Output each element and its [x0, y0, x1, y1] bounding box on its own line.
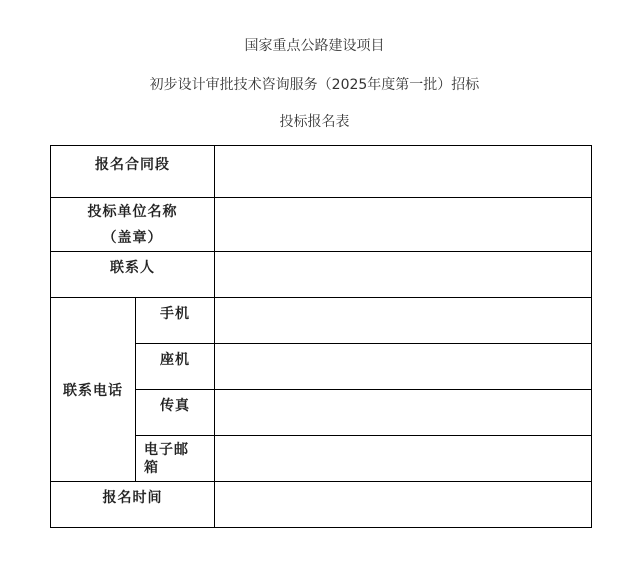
contract-section-label: 报名合同段 [51, 146, 215, 198]
fax-field[interactable] [215, 390, 592, 436]
table-row [51, 298, 592, 344]
contact-phone-label: 联系电话 [51, 298, 136, 482]
bidder-name-field[interactable] [215, 198, 592, 252]
email-field[interactable] [215, 436, 592, 482]
email-label: 电子邮 箱 [136, 436, 215, 482]
tender-title: 初步设计审批技术咨询服务（2025年度第一批）招标 [149, 77, 480, 93]
contact-person-field[interactable] [215, 252, 592, 298]
registration-form-table [50, 145, 592, 528]
mobile-label: 手机 [136, 298, 215, 344]
landline-field[interactable] [215, 344, 592, 390]
table-row [51, 482, 592, 528]
form-title: 投标报名表 [279, 114, 350, 130]
fax-label: 传真 [136, 390, 215, 436]
table-row [51, 146, 592, 198]
table-row [51, 198, 592, 252]
mobile-field[interactable] [215, 298, 592, 344]
contact-person-label: 联系人 [51, 252, 215, 298]
project-title: 国家重点公路建设项目 [244, 38, 385, 54]
table-row [51, 252, 592, 298]
bidder-name-label: 投标单位名称 （盖章） [51, 198, 215, 252]
landline-label: 座机 [136, 344, 215, 390]
contract-section-field[interactable] [215, 146, 592, 198]
registration-time-field[interactable] [215, 482, 592, 528]
registration-time-label: 报名时间 [51, 482, 215, 528]
